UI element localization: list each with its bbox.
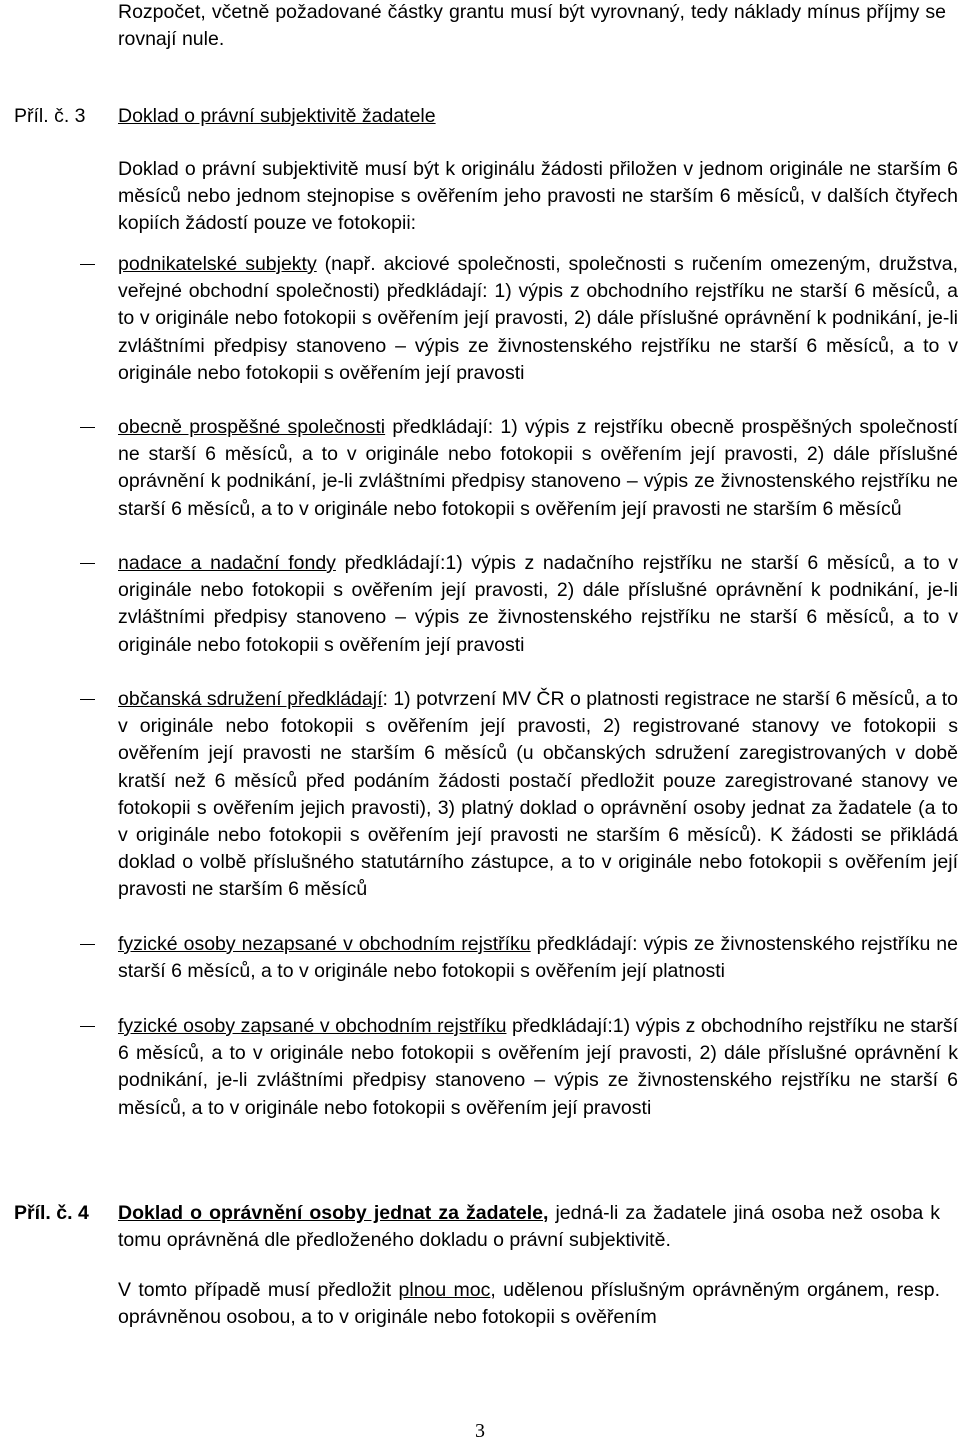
section-4-text-before: V tomto případě musí předložit bbox=[118, 1279, 399, 1301]
dash-bullet bbox=[80, 427, 95, 428]
list-item-text bbox=[118, 1013, 958, 1122]
section-3-paragraph: Doklad o právní subjektivitě musí být k originálu žádosti přiložen v jednom originále ne starším 6 měsíců nebo jednom stejnopise s ověřením jeho pravosti ne starším 6 měsíců, v dalších čtyřech kopiích žádostí pouze ve fotokopii: bbox=[118, 158, 958, 235]
list-item-body: předkládají: výpis ze živnostenského rejstříku ne starší 6 měsíců, a to v originále nebo fotokopii s ověřením její platnosti bbox=[118, 933, 959, 983]
section-4-heading bbox=[118, 1200, 940, 1254]
list-item-text bbox=[118, 251, 958, 387]
list-item-text bbox=[118, 550, 958, 659]
dash-bullet bbox=[80, 264, 95, 265]
list-item-lead: fyzické osoby nezapsané v obchodním rejstříku bbox=[118, 933, 531, 955]
list-item-lead: podnikatelské subjekty bbox=[118, 253, 317, 275]
section-4-heading-title: Doklad o oprávnění osoby jednat za žadatele, bbox=[118, 1202, 549, 1224]
page-number: 3 bbox=[475, 1420, 485, 1442]
section-3-heading: Doklad o právní subjektivitě žadatele bbox=[118, 105, 436, 127]
section-4-text-after: , udělenou příslušným oprávněným orgánem, resp. oprávněnou osobou, a to v originále nebo fotokopii s ověřením bbox=[118, 1279, 941, 1329]
list-item-text bbox=[118, 686, 958, 904]
list-item-body: předkládají:1) výpis z nadačního rejstříku ne starší 6 měsíců, a to v originále nebo fotokopii s ověřením její pravosti, 2) dále příslušné oprávnění k podnikání, je-li zvláštními předpisy stanoveno – výpis ze živnostenského rejstříku ne starší 6 měsíců, a to v originále nebo fotokopii s ověřením její pravosti bbox=[118, 552, 959, 656]
list-item-lead: občanská sdružení předkládají bbox=[118, 688, 383, 710]
dash-bullet bbox=[80, 1026, 95, 1027]
power-of-attorney-term: plnou moc bbox=[398, 1279, 491, 1301]
dash-bullet bbox=[80, 944, 95, 945]
list-item-lead: obecně prospěšné společnosti bbox=[118, 416, 386, 438]
dash-bullet bbox=[80, 563, 95, 564]
list-item-text bbox=[118, 414, 958, 523]
list-item-body: předkládají: 1) výpis z rejstříku obecně prospěšných společností ne starší 6 měsíců, a to v originále nebo fotokopii s ověřením její pravosti, 2) dále příslušné oprávnění k podnikání, je-li zvláštními předpisy stanoveno – výpis ze živnostenského rejstříku ne starší 6 měsíců, a to v originále nebo fotokopii s ověřením její pravosti ne starším 6 měsíců bbox=[118, 416, 958, 520]
section-3-label: Příl. č. 3 bbox=[14, 105, 86, 127]
list-item-lead: fyzické osoby zapsané v obchodním rejstříku bbox=[118, 1015, 507, 1037]
intro-paragraph: Rozpočet, včetně požadované částky grantu musí být vyrovnaný, tedy náklady mínus příjmy se rovnají nule. bbox=[118, 1, 946, 51]
list-item-lead: nadace a nadační fondy bbox=[118, 552, 336, 574]
list-item-body: předkládají:1) výpis z obchodního rejstříku ne starší 6 měsíců, a to v originále nebo fotokopii s ověřením její pravosti, 2) dále příslušné oprávnění k podnikání, je-li zvláštními předpisy stanoveno – výpis ze živnostenského rejstříku ne starší 6 měsíců, a to v originále nebo fotokopii s ověřením její pravosti bbox=[118, 1015, 958, 1119]
section-4-label: Příl. č. 4 bbox=[14, 1202, 89, 1224]
section-4-heading-rest: jedná-li za žadatele jiná osoba než osoba k tomu oprávněná dle předloženého dokladu o právní subjektivitě. bbox=[118, 1202, 940, 1252]
section-4-paragraph bbox=[118, 1277, 940, 1331]
list-item-body: (např. akciové společnosti, společnosti s ručením omezeným, družstva, veřejné obchodní společnosti) předkládají: 1) výpis z obchodního rejstříku ne starší 6 měsíců, a to v originále nebo fotokopii s ověřením její pravosti, 2) dále příslušné oprávnění k podnikání, je-li zvláštními předpisy stanoveno – výpis ze živnostenského rejstříku ne starší 6 měsíců, a to v originále nebo fotokopii s ověřením její pravosti bbox=[118, 253, 958, 384]
list-item-body: : 1) potvrzení MV ČR o platnosti registrace ne starší 6 měsíců, a to v originále nebo fotokopii s ověřením její pravosti, 2) registrované stanovy ve fotokopii s ověřením její pravosti ne starším 6 měsíců (u občanských sdružení zaregistrovaných v době kratší než 6 měsíců před podáním žádosti postačí předložit pouze zaregistrované stanovy ve fotokopii s ověřením jejich pravosti), 3) platný doklad o oprávnění osoby jednat za žadatele (a to v originále nebo fotokopii s ověřením její pravosti ne starším 6 měsíců). K žádosti se přikládá doklad o volbě příslušného statutárního zástupce, a to v originále nebo fotokopii s ověřením její pravosti ne starším 6 měsíců bbox=[118, 688, 958, 901]
list-item-text bbox=[118, 931, 958, 985]
dash-bullet bbox=[80, 699, 95, 700]
